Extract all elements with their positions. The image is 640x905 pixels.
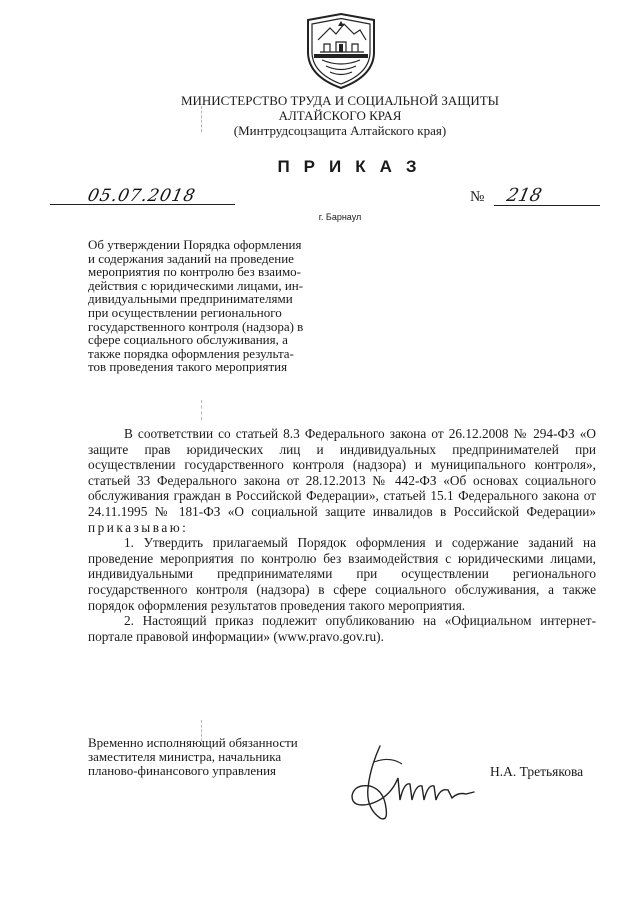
order-body [88, 426, 596, 644]
subject-line: при осуществлении регионального [88, 304, 282, 320]
ministry-name-line2: АЛТАЙСКОГО КРАЯ [278, 108, 402, 123]
command-word: приказываю: [88, 519, 189, 535]
ministry-name-line1: МИНИСТЕРСТВО ТРУДА И СОЦИАЛЬНОЙ ЗАЩИТЫ [180, 93, 500, 108]
position-line: планово-финансового управления [88, 763, 277, 778]
subject-line: действия с юридическими лицами, ин- [88, 277, 304, 293]
coat-of-arms-icon [300, 10, 382, 92]
subject-line: Об утверждении Порядка оформления [88, 237, 302, 252]
ministry-header [120, 93, 560, 138]
item-1-paragraph: 1. Утвердить прилагаемый Порядок оформления и содержание заданий на проведение мероприятия по контролю без взаимодействия с юридическими лицами, индивидуальными предпринимателями при осуществлении регионального государственного контроля (надзора) в сфере социального обслуживания, а также порядок оформления результатов проведения такого мероприятия. [88, 535, 596, 613]
subject-line: государственного контроля (надзора) в [88, 318, 304, 334]
fold-mark [201, 106, 202, 132]
fold-mark [201, 400, 202, 420]
ministry-short-name: (Минтрудсоцзащита Алтайского края) [233, 123, 447, 138]
order-number: 218 [504, 185, 544, 206]
subject-line: дивидуальными предпринимателями [88, 291, 293, 307]
order-subject [88, 238, 343, 374]
handwritten-signature-icon [340, 738, 480, 828]
order-number-label: № [470, 189, 485, 205]
subject-line: тов проведения такого мероприятия [88, 359, 288, 375]
subject-line: мероприятия по контролю без взаимо- [88, 264, 302, 280]
preamble-text: В соответствии со статьей 8.3 Федерального закона от 26.12.2008 № 294-ФЗ «О защите прав юридических лиц и индивидуальных предпринимателей при осуществлении государственного контроля (надзора) и муниципального контроля», статьей 33 Федерального закона от 28.12.2013 № 442-ФЗ «Об основах социального обслуживания граждан в Российской Федерации», статьей 15.1 Федерального закона от 24.11.1995 № 181-ФЗ «О социальной защите инвалидов в Российской Федерации» [88, 426, 596, 519]
number-underline [494, 205, 600, 206]
item-2-paragraph: 2. Настоящий приказ подлежит опубликованию на «Официальном интернет-портале правовой информации» (www.pravo.gov.ru). [88, 613, 596, 644]
preamble-paragraph [88, 426, 596, 535]
date-underline [50, 204, 235, 205]
position-line: заместителя министра, начальника [88, 749, 282, 764]
subject-line: и содержания заданий на проведение [88, 250, 294, 266]
subject-line: сфере социального обслуживания, а [88, 332, 288, 348]
signatory-name: Н.А. Третьякова [490, 764, 584, 779]
signatory-position [88, 736, 348, 778]
order-city: г. Барнаул [318, 212, 362, 222]
order-title: ПРИКАЗ [277, 157, 431, 176]
position-line: Временно исполняющий обязанности [88, 735, 298, 750]
order-date: 05.07.2018 [85, 186, 198, 206]
subject-line: также порядка оформления результа- [88, 345, 294, 361]
